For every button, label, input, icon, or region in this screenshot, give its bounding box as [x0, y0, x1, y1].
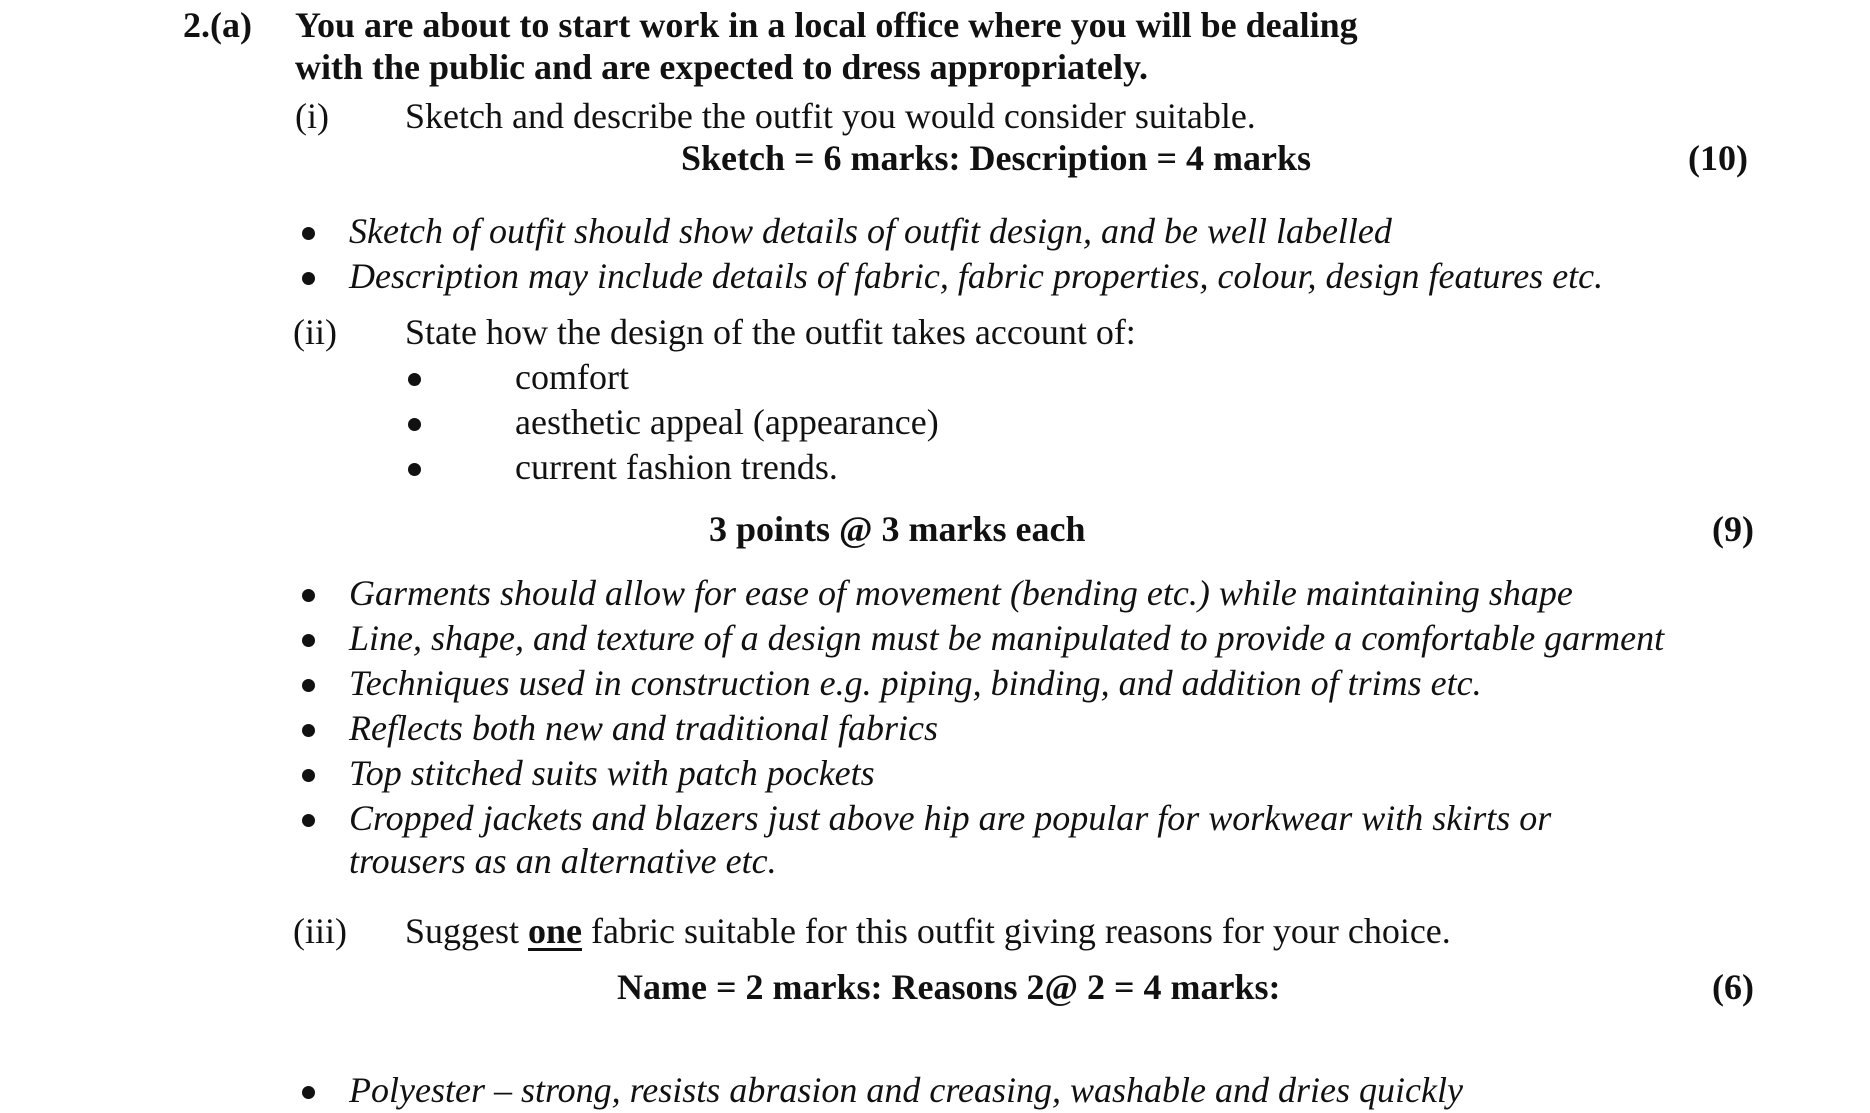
part-i-answer-1: Sketch of outfit should show details of outfit design, and be well labelled: [349, 211, 1392, 251]
bullet-icon: [408, 418, 421, 431]
part-ii-item-3: current fashion trends.: [515, 447, 838, 487]
part-ii-answer-6: Cropped jackets and blazers just above hip are popular for workwear with skirts or: [349, 798, 1552, 838]
bullet-icon: [302, 227, 315, 240]
question-stem-line-1: You are about to start work in a local office where you will be dealing: [295, 5, 1358, 45]
part-ii-answer-6-continued: trousers as an alternative etc.: [349, 841, 777, 881]
part-ii-answer-4: Reflects both new and traditional fabrics: [349, 708, 938, 748]
part-iii-answer-1: Polyester – strong, resists abrasion and creasing, washable and dries quickly: [349, 1070, 1463, 1110]
part-ii-answer-3: Techniques used in construction e.g. piping, binding, and addition of trims etc.: [349, 663, 1482, 703]
part-iii-label: (iii): [293, 911, 347, 951]
part-ii-answer-1: Garments should allow for ease of movement (bending etc.) while maintaining shape: [349, 573, 1573, 613]
bullet-icon: [408, 463, 421, 476]
part-i-marking: Sketch = 6 marks: Description = 4 marks: [681, 138, 1311, 178]
bullet-icon: [302, 1086, 315, 1099]
part-iii-text: [405, 909, 1451, 953]
question-number: 2.(a): [183, 5, 252, 45]
bullet-icon: [302, 814, 315, 827]
part-iii-text-after: fabric suitable for this outfit giving reasons for your choice.: [582, 911, 1451, 951]
part-ii-item-1: comfort: [515, 357, 629, 397]
part-ii-answer-5: Top stitched suits with patch pockets: [349, 753, 875, 793]
bullet-icon: [302, 589, 315, 602]
bullet-icon: [302, 724, 315, 737]
bullet-icon: [408, 373, 421, 386]
part-ii-item-2: aesthetic appeal (appearance): [515, 402, 939, 442]
part-ii-marking: 3 points @ 3 marks each: [709, 509, 1086, 549]
part-iii-text-emphasis: one: [528, 911, 583, 951]
bullet-icon: [302, 634, 315, 647]
part-i-label: (i): [295, 96, 329, 136]
part-ii-text: State how the design of the outfit takes account of:: [405, 312, 1136, 352]
part-i-answer-2: Description may include details of fabric, fabric properties, colour, design features etc.: [349, 256, 1604, 296]
part-iii-text-before: Suggest: [405, 911, 529, 951]
question-stem-line-2: with the public and are expected to dress appropriately.: [295, 47, 1149, 87]
part-ii-marks: (9): [1712, 509, 1754, 549]
part-ii-label: (ii): [293, 312, 337, 352]
part-i-marks: (10): [1688, 138, 1748, 178]
bullet-icon: [302, 679, 315, 692]
part-i-text: Sketch and describe the outfit you would consider suitable.: [405, 96, 1256, 136]
part-ii-answer-2: Line, shape, and texture of a design must be manipulated to provide a comfortable garment: [349, 618, 1665, 658]
bullet-icon: [302, 769, 315, 782]
part-iii-marking: Name = 2 marks: Reasons 2@ 2 = 4 marks:: [617, 967, 1281, 1007]
bullet-icon: [302, 272, 315, 285]
part-iii-marks: (6): [1712, 967, 1754, 1007]
